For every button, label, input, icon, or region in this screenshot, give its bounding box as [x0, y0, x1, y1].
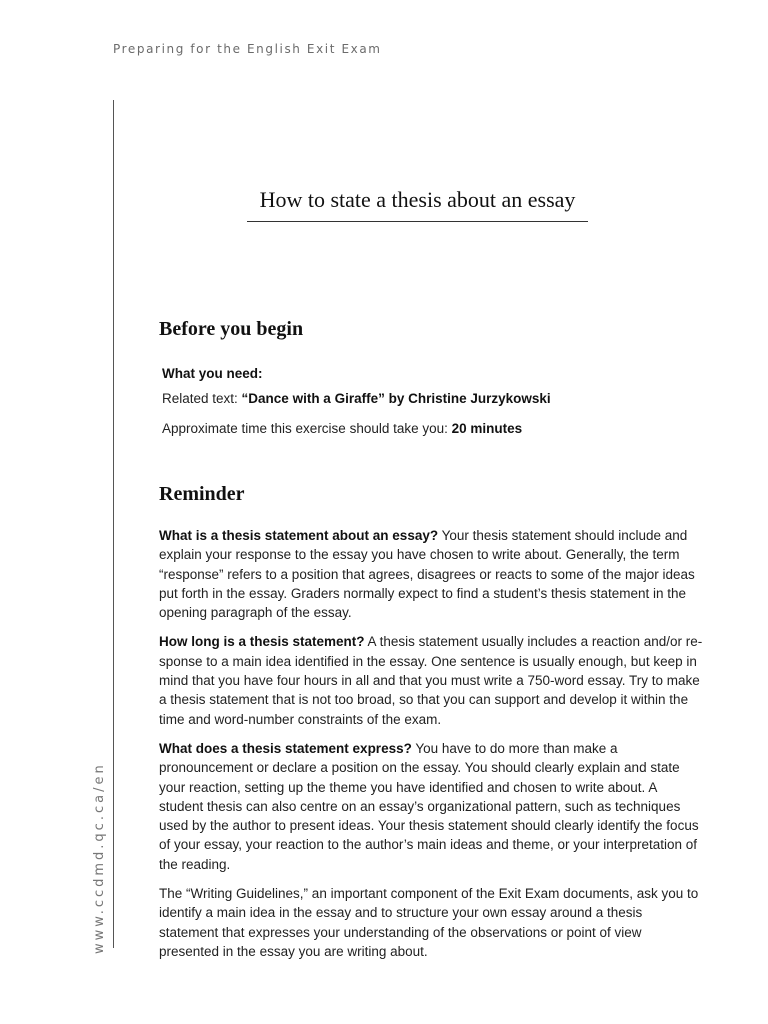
paragraph-thesis-length: [159, 632, 704, 728]
running-header: Preparing for the English Exit Exam: [113, 42, 382, 56]
paragraph-thesis-expression: [159, 739, 704, 874]
paragraph-writing-guidelines: [159, 884, 704, 961]
paragraph-text: The “Writing Guidelines,” an important component of the Exit Exam documents, ask you to identify a main idea in the essay and to structure your own essay around a thesis statement that expresses your understanding of the observations or point of view presented in the essay you are writing about.: [159, 886, 699, 959]
related-text-value: “Dance with a Giraffe” by Christine Jurzykowski: [241, 391, 551, 406]
paragraph-text: You have to do more than make a pronouncement or declare a position on the essay. You should clearly explain and state your reaction, setting up the theme you have identified and chosen to write about. A student thesis can also centre on an essay’s organizational pattern, such as techniques used by the author to present ideas. Your thesis statement should clearly identify the focus of your essay, your reaction to the author’s main ideas and theme, or your interpretation of the reading.: [159, 740, 699, 872]
paragraph-lead: How long is a thesis statement?: [159, 634, 365, 650]
paragraph-text: A thesis statement usually includes a reaction and/or response to a main idea identified in the essay. One sentence is usually enough, but keep in mind that you have four hours in all and that you must write a 750-word essay. Try to make a thesis statement that is not too broad, so that you can support and develop it within the time and word-number constraints of the exam.: [159, 634, 703, 727]
paragraph-thesis-definition: [159, 526, 704, 622]
related-text-line: [162, 391, 551, 406]
what-you-need-label: [162, 366, 263, 381]
side-url: www.ccdmd.qc.ca/en: [92, 762, 107, 954]
page-title: How to state a thesis about an essay: [247, 187, 588, 222]
related-text-label: Related text:: [162, 391, 242, 406]
time-value: 20 minutes: [451, 421, 523, 436]
time-line: [162, 421, 522, 436]
reminder-heading: Reminder: [159, 483, 245, 505]
paragraph-text: Your thesis statement should include and explain your response to the essay you have chosen to write about. Generally, the term “response” refers to a position that agrees, disagrees or reacts to some of the major ideas put forth in the essay. Graders normally expect to find a student’s thesis statement in the opening paragraph of the essay.: [159, 528, 695, 621]
what-you-need-text: What you need:: [162, 366, 263, 381]
margin-rule: [113, 100, 114, 948]
time-label: Approximate time this exercise should take you:: [162, 421, 452, 436]
paragraph-lead: What does a thesis statement express?: [159, 740, 412, 756]
paragraph-lead: What is a thesis statement about an essay?: [159, 528, 439, 543]
reminder-body: [159, 526, 704, 971]
before-you-begin-heading: Before you begin: [159, 318, 304, 340]
